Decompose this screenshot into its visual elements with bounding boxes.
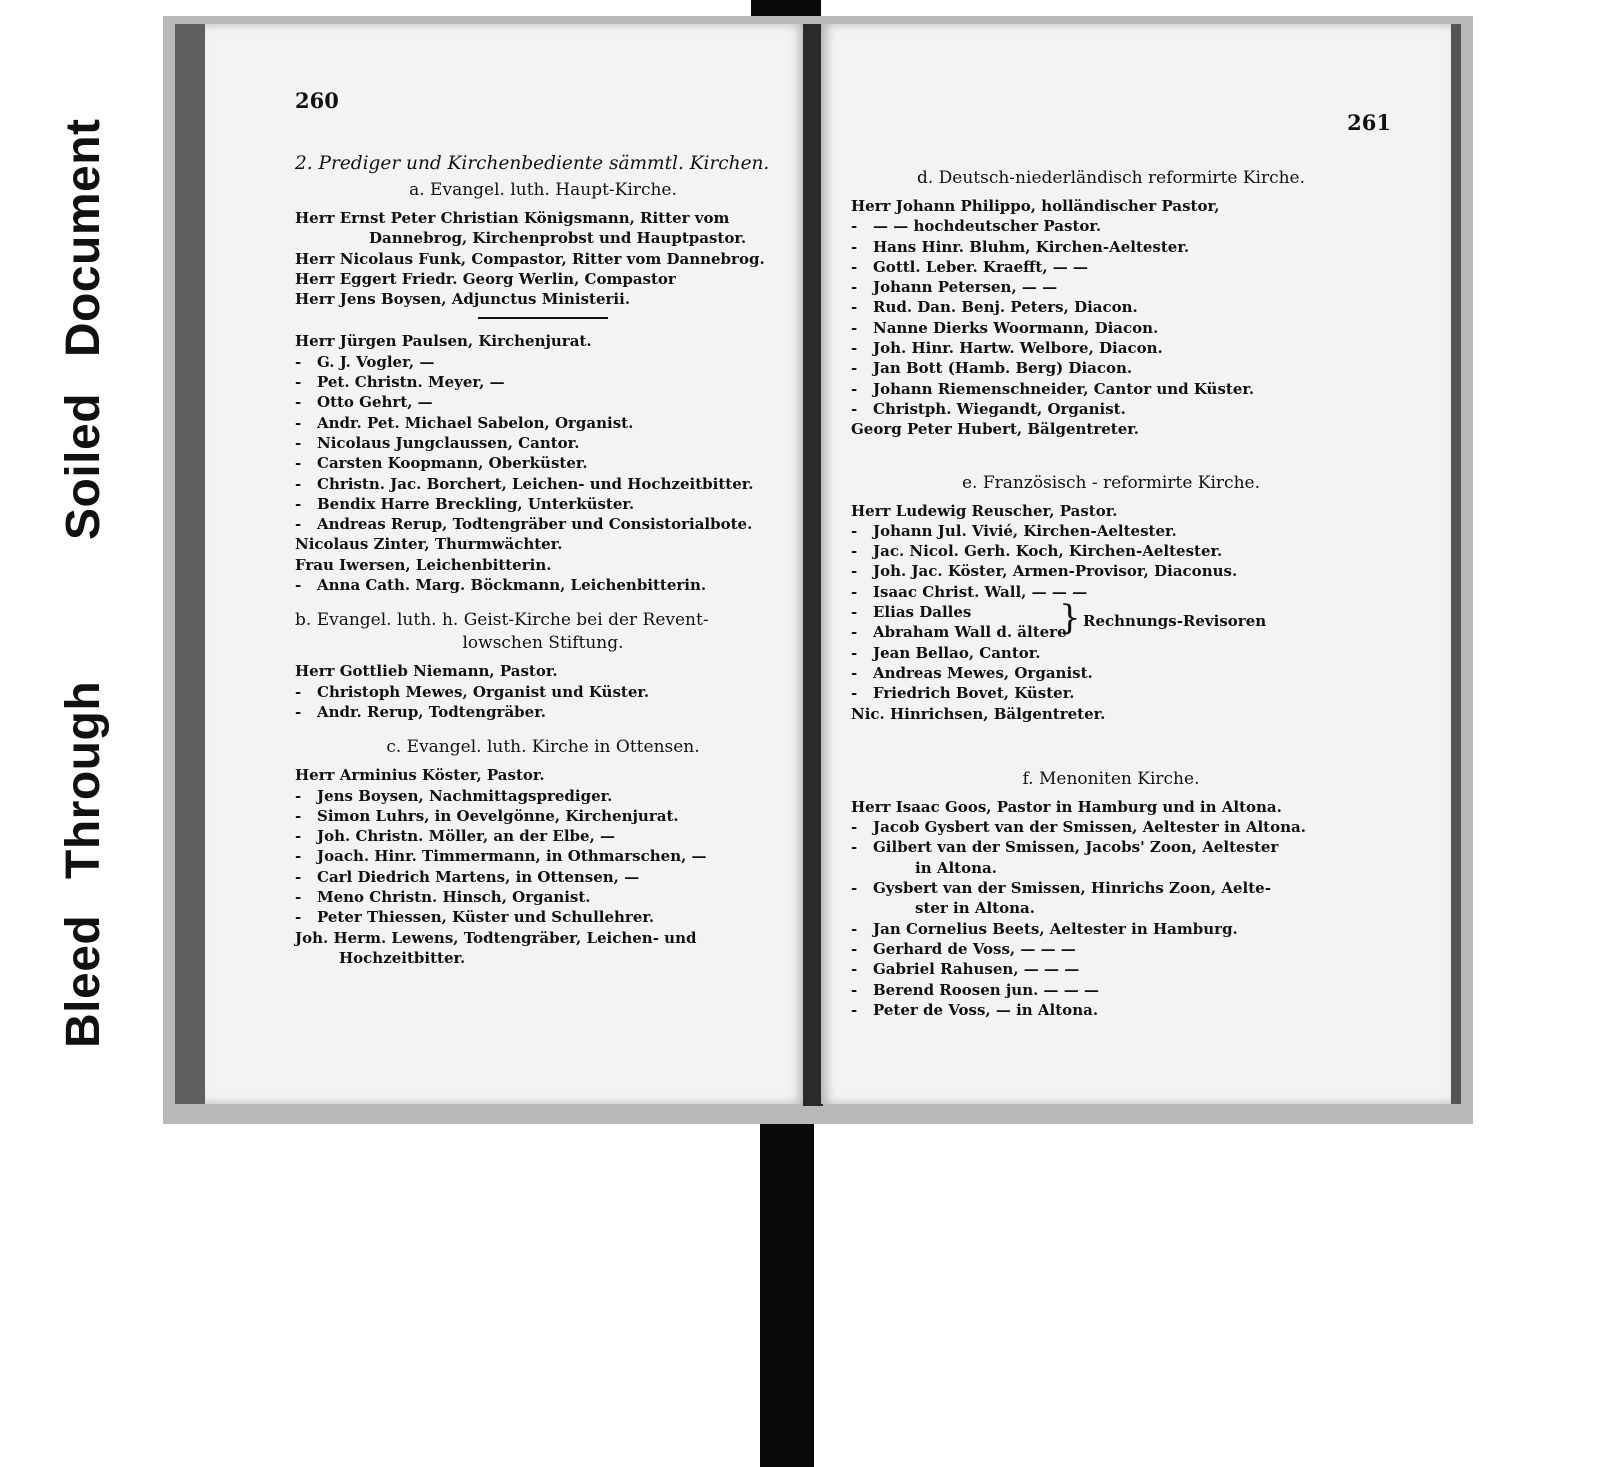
- entry-line: - Simon Luhrs, in Oevelgönne, Kirchenjurat.: [295, 806, 679, 825]
- ditto-dash: -: [851, 521, 858, 540]
- entry-line: - Pet. Christn. Meyer, —: [295, 373, 505, 392]
- entry-line: - Gerhard de Voss, — — —: [851, 939, 1076, 958]
- entry-line: - Jean Bellao, Cantor.: [851, 643, 1041, 662]
- ditto-dash: -: [295, 373, 302, 392]
- subsection-c-title: c. Evangel. luth. Kirche in Ottensen.: [386, 737, 700, 758]
- entry-line: - Friedrich Bovet, Küster.: [851, 684, 1075, 703]
- entry-line: - Andr. Pet. Michael Sabelon, Organist.: [295, 413, 634, 432]
- left-page-content: [295, 152, 791, 968]
- ditto-dash: -: [295, 352, 302, 371]
- entry-line: - Anna Cath. Marg. Böckmann, Leichenbitterin.: [295, 576, 707, 595]
- ditto-dash: -: [851, 818, 858, 837]
- entry-line: - Peter Thiessen, Küster und Schullehrer.: [295, 908, 655, 927]
- ditto-dash: -: [851, 339, 858, 358]
- entry-line: ster in Altona.: [915, 899, 1035, 918]
- ditto-dash: -: [851, 217, 858, 236]
- ditto-dash: -: [295, 702, 302, 721]
- entry-line: Herr Jürgen Paulsen, Kirchenjurat.: [295, 332, 592, 351]
- separator-rule: [478, 317, 608, 319]
- ditto-dash: -: [295, 576, 302, 595]
- entry-line: Nic. Hinrichsen, Bälgentreter.: [851, 704, 1106, 723]
- subsection-f-title: f. Menoniten Kirche.: [1022, 768, 1200, 789]
- entry-line: - Peter de Voss, — in Altona.: [851, 1000, 1099, 1019]
- entry-line: - Bendix Harre Breckling, Unterküster.: [295, 494, 635, 513]
- entry-line: - Jacob Gysbert van der Smissen, Aeltester in Altona.: [851, 818, 1306, 837]
- entry-line: - Andreas Mewes, Organist.: [851, 663, 1093, 682]
- open-book: [163, 16, 1473, 1124]
- ditto-dash: -: [295, 908, 302, 927]
- entry-line: - Joh. Christn. Möller, an der Elbe, —: [295, 827, 616, 846]
- entry-line: - Jac. Nicol. Gerh. Koch, Kirchen-Aeltester.: [851, 542, 1223, 561]
- entry-line: - — — hochdeutscher Pastor.: [851, 217, 1102, 236]
- entry-line: - Christph. Wiegandt, Organist.: [851, 399, 1126, 418]
- entry-line: - Johann Petersen, — —: [851, 278, 1058, 297]
- entry-line: - Jens Boysen, Nachmittagsprediger.: [295, 786, 613, 805]
- entry-line: - Nanne Dierks Woormann, Diacon.: [851, 318, 1159, 337]
- entry-line: - Jan Cornelius Beets, Aeltester in Hamburg.: [851, 919, 1238, 938]
- entry-line: in Altona.: [915, 858, 997, 877]
- entry-line: Joh. Herm. Lewens, Todtengräber, Leichen- und: [295, 928, 697, 947]
- ditto-dash: -: [851, 257, 858, 276]
- ditto-dash: -: [295, 413, 302, 432]
- entry-line: - Joh. Hinr. Hartw. Welbore, Diacon.: [851, 339, 1163, 358]
- entry-line: Dannebrog, Kirchenprobst und Hauptpastor.: [369, 229, 747, 248]
- entry-line: - Hans Hinr. Bluhm, Kirchen-Aeltester.: [851, 237, 1190, 256]
- entry-line: - Otto Gehrt, —: [295, 393, 433, 412]
- entry-line: Nicolaus Zinter, Thurmwächter.: [295, 535, 563, 554]
- right-page: [821, 24, 1461, 1104]
- brace-label: Rechnungs-Revisoren: [1083, 612, 1267, 631]
- ditto-dash: -: [851, 663, 858, 682]
- ditto-dash: -: [295, 454, 302, 473]
- brace-icon: }: [1059, 598, 1081, 639]
- entry-line: Herr Jens Boysen, Adjunctus Ministerii.: [295, 290, 631, 309]
- ditto-dash: -: [851, 939, 858, 958]
- ditto-dash: -: [295, 806, 302, 825]
- ditto-dash: -: [851, 318, 858, 337]
- ditto-dash: -: [851, 278, 858, 297]
- entry-line: - Andreas Rerup, Todtengräber und Consistorialbote.: [295, 515, 753, 534]
- ditto-dash: -: [851, 359, 858, 378]
- ditto-dash: -: [295, 867, 302, 886]
- ditto-dash: -: [851, 980, 858, 999]
- entry-line: - Jan Bott (Hamb. Berg) Diacon.: [851, 359, 1133, 378]
- entry-line: Herr Eggert Friedr. Georg Werlin, Compastor: [295, 269, 676, 288]
- entry-line: - Elias Dalles: [851, 603, 972, 622]
- ditto-dash: -: [295, 393, 302, 412]
- entry-line: - Gysbert van der Smissen, Hinrichs Zoon, Aelte-: [851, 879, 1271, 898]
- ditto-dash: -: [851, 603, 858, 622]
- entry-line: - Andr. Rerup, Todtengräber.: [295, 702, 546, 721]
- ditto-dash: -: [851, 379, 858, 398]
- entry-line: - Rud. Dan. Benj. Peters, Diacon.: [851, 298, 1138, 317]
- subsection-a-title: a. Evangel. luth. Haupt-Kirche.: [409, 180, 677, 200]
- ditto-dash: -: [295, 682, 302, 701]
- subsection-b-title-cont: lowschen Stiftung.: [462, 633, 624, 654]
- entry-line: - Gottl. Leber. Kraefft, — —: [851, 257, 1089, 276]
- soiled-document-label: Soiled Document: [57, 118, 110, 540]
- ditto-dash: -: [295, 433, 302, 452]
- entry-line: - Johann Jul. Vivié, Kirchen-Aeltester.: [851, 521, 1177, 540]
- entry-line: - Joh. Jac. Köster, Armen-Provisor, Diaconus.: [851, 562, 1238, 581]
- entry-line: - Nicolaus Jungclaussen, Cantor.: [295, 433, 580, 452]
- ditto-dash: -: [295, 847, 302, 866]
- bleed-through-label: Bleed Through: [57, 680, 110, 1048]
- entry-line: - G. J. Vogler, —: [295, 352, 435, 371]
- ditto-dash: -: [851, 1000, 858, 1019]
- ditto-dash: -: [851, 582, 858, 601]
- entry-line: - Abraham Wall d. ältere: [851, 623, 1067, 642]
- subsection-b-title: b. Evangel. luth. h. Geist-Kirche bei der Revent-: [295, 610, 709, 631]
- entry-line: Herr Ernst Peter Christian Königsmann, Ritter vom: [295, 209, 730, 227]
- ditto-dash: -: [295, 786, 302, 805]
- entry-line: Herr Johann Philippo, holländischer Pastor,: [851, 197, 1220, 215]
- ditto-dash: -: [851, 562, 858, 581]
- entry-line: Herr Arminius Köster, Pastor.: [295, 766, 545, 785]
- entry-line: - Gilbert van der Smissen, Jacobs' Zoon, Aeltester: [851, 838, 1279, 857]
- entry-line: - Christn. Jac. Borchert, Leichen- und Hochzeitbitter.: [295, 474, 754, 493]
- ditto-dash: -: [851, 643, 858, 662]
- ditto-dash: -: [295, 474, 302, 493]
- entry-line: - Berend Roosen jun. — — —: [851, 980, 1100, 999]
- entry-line: Georg Peter Hubert, Bälgentreter.: [851, 420, 1140, 439]
- ditto-dash: -: [295, 515, 302, 534]
- book-gutter: [803, 24, 823, 1106]
- entry-line: Herr Isaac Goos, Pastor in Hamburg und in Altona.: [851, 797, 1282, 816]
- ditto-dash: -: [851, 879, 858, 898]
- subsection-d-title: d. Deutsch-niederländisch reformirte Kirche.: [916, 168, 1306, 188]
- ditto-dash: -: [295, 888, 302, 907]
- entry-line: - Joach. Hinr. Timmermann, in Othmarschen, —: [295, 847, 707, 866]
- entry-line: Frau Iwersen, Leichenbitterin.: [295, 555, 552, 574]
- entry-line: - Carl Diedrich Martens, in Ottensen, —: [295, 867, 640, 886]
- entry-line: - Gabriel Rahusen, — — —: [851, 960, 1080, 979]
- revisoren-group: [851, 598, 1371, 643]
- entry-line: - Isaac Christ. Wall, — — —: [851, 582, 1088, 601]
- ditto-dash: -: [851, 919, 858, 938]
- page-number-right: 261: [1347, 110, 1391, 135]
- spine-bottom: [760, 1115, 814, 1467]
- entry-line: - Christoph Mewes, Organist und Küster.: [295, 682, 650, 701]
- ditto-dash: -: [851, 399, 858, 418]
- ditto-dash: -: [851, 684, 858, 703]
- page-number-left: 260: [295, 88, 339, 113]
- entry-line: - Carsten Koopmann, Oberküster.: [295, 454, 588, 473]
- entry-line: Herr Gottlieb Niemann, Pastor.: [295, 662, 558, 681]
- ditto-dash: -: [295, 827, 302, 846]
- right-page-content: [851, 164, 1371, 1020]
- ditto-dash: -: [851, 623, 858, 642]
- entry-line: Herr Nicolaus Funk, Compastor, Ritter vom Dannebrog.: [295, 249, 765, 268]
- left-page: [175, 24, 805, 1104]
- entry-line: Hochzeitbitter.: [339, 948, 466, 967]
- entry-line: - Meno Christn. Hinsch, Organist.: [295, 888, 591, 907]
- ditto-dash: -: [851, 960, 858, 979]
- ditto-dash: -: [851, 298, 858, 317]
- entry-line: - Johann Riemenschneider, Cantor und Küster.: [851, 379, 1255, 398]
- subsection-e-title: e. Französisch - reformirte Kirche.: [962, 472, 1260, 493]
- entry-line: Herr Ludewig Reuscher, Pastor.: [851, 501, 1118, 520]
- ditto-dash: -: [851, 542, 858, 561]
- section-title: 2. Prediger und Kirchenbediente sämmtl. Kirchen.: [295, 153, 770, 174]
- ditto-dash: -: [851, 237, 858, 256]
- ditto-dash: -: [295, 494, 302, 513]
- ditto-dash: -: [851, 838, 858, 857]
